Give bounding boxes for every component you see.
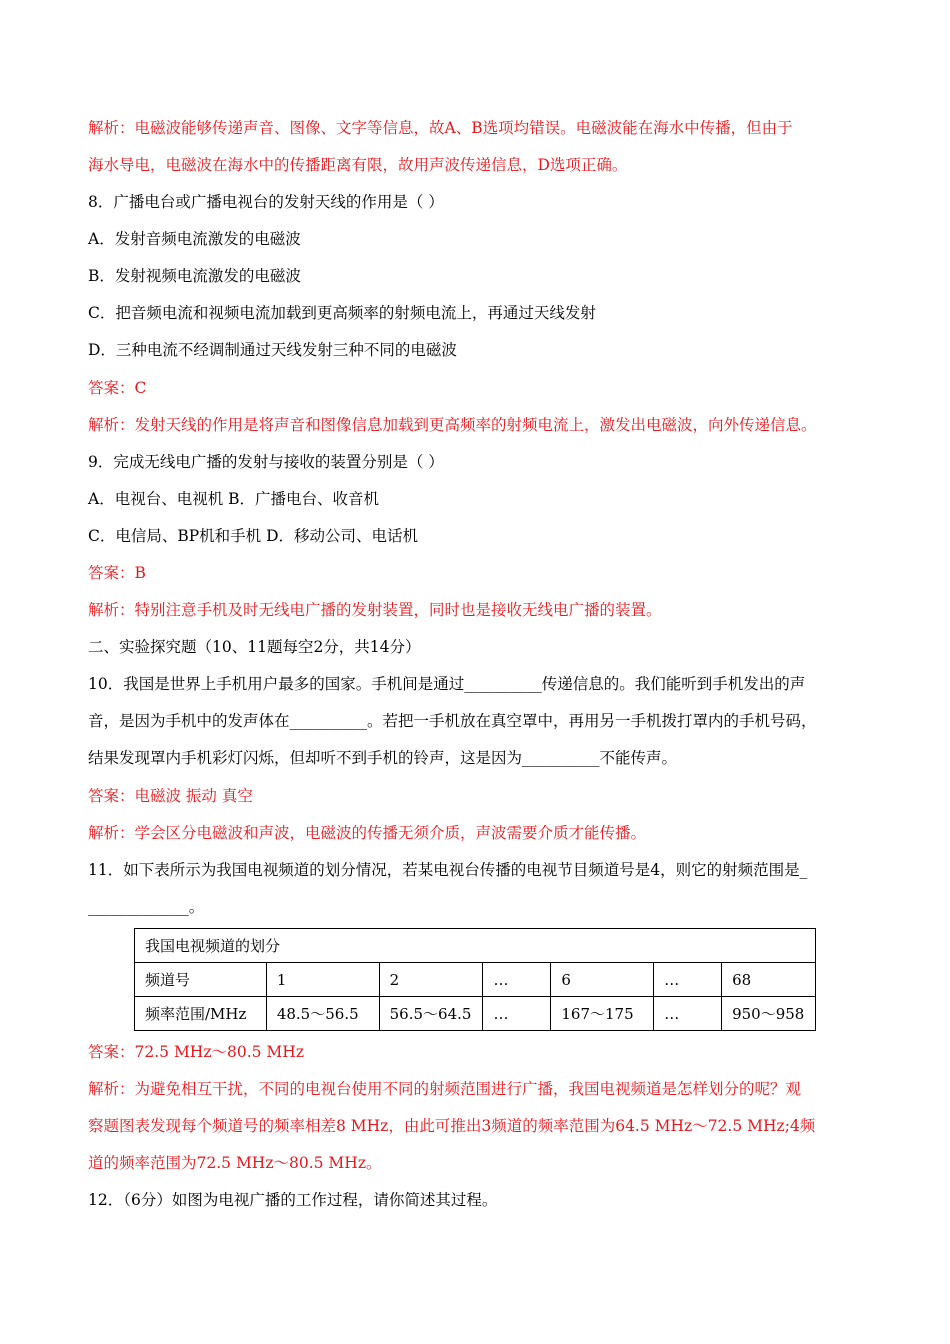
- table-cell: 56.5～64.5: [379, 997, 483, 1031]
- option-8a: A．发射音频电流激发的电磁波: [88, 230, 301, 248]
- analysis-11-line3: 道的频率范围为72.5 MHz～80.5 MHz。: [88, 1154, 382, 1172]
- options-9ab: A．电视台、电视机 B．广播电台、收音机: [88, 490, 380, 508]
- table-cell: 2: [379, 963, 483, 997]
- table-cell: 频道号: [135, 963, 267, 997]
- question-11-line2: _____________。: [88, 898, 205, 916]
- table-cell: 1: [266, 963, 379, 997]
- question-8: 8．广播电台或广播电视台的发射天线的作用是（ ）: [88, 193, 444, 211]
- option-8d: D．三种电流不经调制通过天线发射三种不同的电磁波: [88, 341, 457, 359]
- table-cell: 68: [722, 963, 816, 997]
- table-cell: …: [483, 963, 551, 997]
- table-cell: 950～958: [722, 997, 816, 1031]
- analysis-8: 解析：发射天线的作用是将声音和图像信息加载到更高频率的射频电流上，激发出电磁波，向外传递信息。: [88, 416, 817, 434]
- table-cell: …: [654, 997, 722, 1031]
- answer-9: 答案：B: [88, 564, 146, 582]
- channel-table: [134, 928, 816, 1031]
- table-row: [135, 997, 816, 1031]
- analysis-q7-line2: 海水导电，电磁波在海水中的传播距离有限，故用声波传递信息，D选项正确。: [88, 156, 628, 174]
- table-cell: …: [654, 963, 722, 997]
- analysis-11-line2: 察题图表发现每个频道号的频率相差8 MHz，由此可推出3频道的频率范围为64.5 MHz～72.5 MHz;4频: [88, 1117, 816, 1135]
- section-heading: 二、实验探究题（10、11题每空2分，共14分）: [88, 638, 421, 656]
- answer-11: 答案：72.5 MHz～80.5 MHz: [88, 1043, 304, 1061]
- table-caption-row: [135, 929, 816, 963]
- question-12: 12．（6分）如图为电视广播的工作过程，请你简述其过程。: [88, 1191, 498, 1209]
- table-caption: 我国电视频道的划分: [135, 929, 816, 963]
- question-10-line3: 结果发现罩内手机彩灯闪烁，但却听不到手机的铃声，这是因为__________不能传声。: [88, 749, 678, 767]
- analysis-9: 解析：特别注意手机及时无线电广播的发射装置，同时也是接收无线电广播的装置。: [88, 601, 662, 619]
- option-8b: B．发射视频电流激发的电磁波: [88, 267, 301, 285]
- question-10-line2: 音，是因为手机中的发声体在__________。若把一手机放在真空罩中，再用另一手机拨打罩内的手机号码，: [88, 712, 817, 730]
- question-10-line1: 10．我国是世界上手机用户最多的国家。手机间是通过__________传递信息的。我们能听到手机发出的声: [88, 675, 806, 693]
- analysis-11-line1: 解析：为避免相互干扰，不同的电视台使用不同的射频范围进行广播，我国电视频道是怎样划分的呢？观: [88, 1080, 802, 1098]
- table-cell: 48.5～56.5: [266, 997, 379, 1031]
- table-row: [135, 963, 816, 997]
- answer-10: 答案：电磁波 振动 真空: [88, 787, 253, 805]
- option-8c: C．把音频电流和视频电流加载到更高频率的射频电流上，再通过天线发射: [88, 304, 596, 322]
- answer-8: 答案：C: [88, 379, 147, 397]
- analysis-10: 解析：学会区分电磁波和声波，电磁波的传播无须介质，声波需要介质才能传播。: [88, 824, 647, 842]
- analysis-q7-line1: 解析：电磁波能够传递声音、图像、文字等信息，故A、B选项均错误。电磁波能在海水中传播，但由于: [88, 119, 793, 137]
- table-cell: …: [483, 997, 551, 1031]
- question-9: 9．完成无线电广播的发射与接收的装置分别是（ ）: [88, 453, 444, 471]
- options-9cd: C．电信局、BP机和手机 D．移动公司、电话机: [88, 527, 419, 545]
- table-cell: 167～175: [551, 997, 654, 1031]
- table-cell: 6: [551, 963, 654, 997]
- table-cell: 频率范围/MHz: [135, 997, 267, 1031]
- question-11-line1: 11．如下表所示为我国电视频道的划分情况，若某电视台传播的电视节目频道号是4，则它的射频范围是_: [88, 861, 808, 879]
